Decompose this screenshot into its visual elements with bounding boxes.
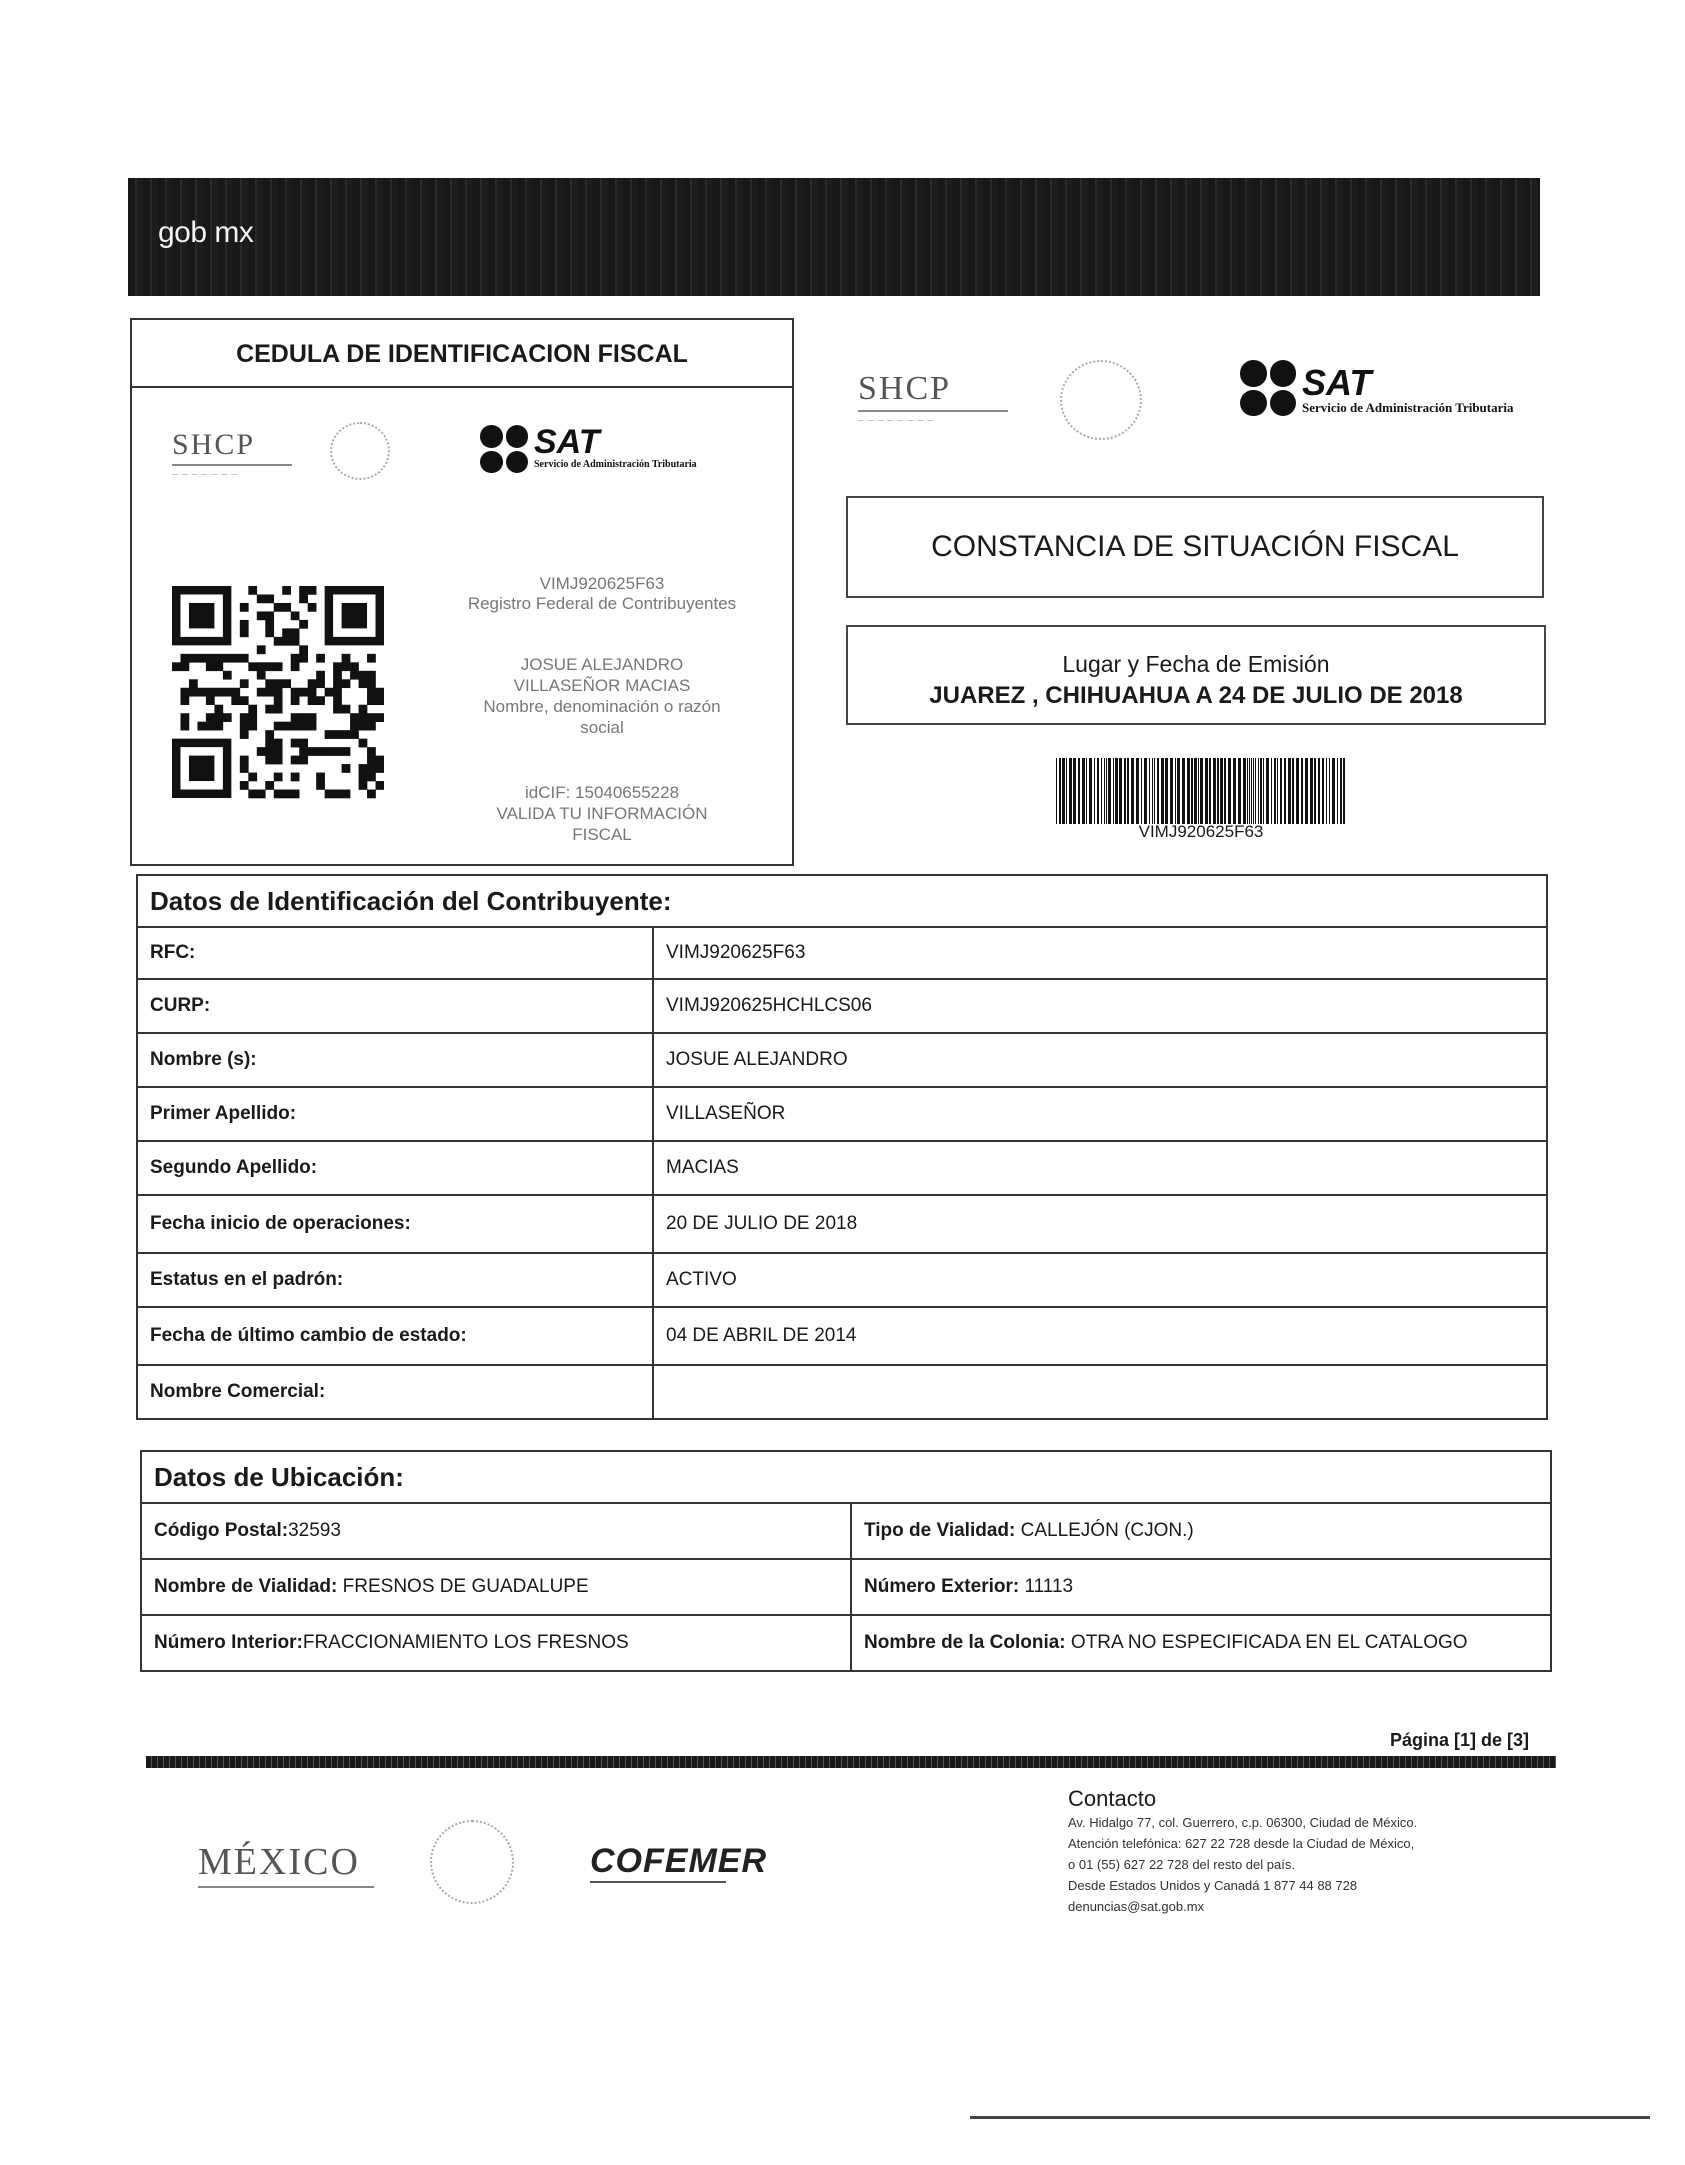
- idcif: idCIF: 15040655228: [524, 783, 680, 802]
- row-label: Fecha inicio de operaciones:: [137, 1195, 653, 1253]
- table-row: [137, 1307, 1547, 1365]
- footer-divider: [146, 1756, 1556, 1768]
- cedula-name-block: JOSUE ALEJANDRO VILLASEÑOR MACIAS Nombre, denominación o razón social: [483, 655, 721, 737]
- cedula-box: [130, 318, 794, 866]
- seal-icon: [330, 422, 390, 480]
- email-link[interactable]: denuncias@sat.gob.mx: [1068, 1899, 1205, 1914]
- ubicacion-table: [140, 1450, 1552, 1672]
- right-seal-icon: [1060, 360, 1142, 440]
- header-bar: [128, 178, 1540, 296]
- contacto-title: Contacto: [1068, 1786, 1157, 1811]
- row-label: Estatus en el padrón:: [137, 1253, 653, 1307]
- table-row: [137, 1195, 1547, 1253]
- ubicacion-title: Datos de Ubicación:: [141, 1451, 1551, 1503]
- barcode-text: VIMJ920625F63: [1138, 822, 1264, 841]
- row-value: [653, 1365, 1547, 1419]
- bottom-divider: [970, 2116, 1650, 2119]
- table-row: [137, 1087, 1547, 1141]
- row-value: 04 DE ABRIL DE 2014: [653, 1307, 1547, 1365]
- identificacion-table: [136, 874, 1548, 1420]
- shcp-logo: SHCP ─ ─ ─ ─ ─ ─ ─: [172, 428, 292, 479]
- page-indicator: Página [1] de [3]: [1390, 1730, 1530, 1750]
- row-value: VIMJ920625F63: [653, 927, 1547, 979]
- row-value: JOSUE ALEJANDRO: [653, 1033, 1547, 1087]
- colonia-cell: Nombre de la Colonia: OTRA NO ESPECIFICADA EN EL CATALOGO: [851, 1615, 1551, 1671]
- cofemer-logo: COFEMER: [590, 1842, 767, 1883]
- right-sat-logo: SAT Servicio de Administración Tributaria: [1240, 360, 1514, 416]
- nombre-vialidad-cell: Nombre de Vialidad: FRESNOS DE GUADALUPE: [141, 1559, 851, 1615]
- lugar-fecha-box: [846, 625, 1546, 725]
- row-label: RFC:: [137, 927, 653, 979]
- row-label: Nombre (s):: [137, 1033, 653, 1087]
- cedula-idcif-block: idCIF: 15040655228 VALIDA TU INFORMACIÓN FISCAL: [432, 782, 772, 845]
- table-row: [137, 979, 1547, 1033]
- row-label: Nombre Comercial:: [137, 1365, 653, 1419]
- table-row: [137, 1033, 1547, 1087]
- table-row: [137, 927, 1547, 979]
- row-label: Primer Apellido:: [137, 1087, 653, 1141]
- constancia-title: CONSTANCIA DE SITUACIÓN FISCAL: [846, 496, 1544, 598]
- row-label: Segundo Apellido:: [137, 1141, 653, 1195]
- mexico-logo: MÉXICO: [198, 1840, 374, 1888]
- footer-seal-icon: [430, 1820, 514, 1904]
- lugar-value: JUAREZ , CHIHUAHUA A 24 DE JULIO DE 2018: [929, 682, 1463, 709]
- row-value: VIMJ920625HCHLCS06: [653, 979, 1547, 1033]
- identificacion-title: Datos de Identificación del Contribuyente:: [137, 875, 1547, 927]
- codigo-postal-cell: Código Postal:32593: [141, 1503, 851, 1559]
- tipo-vialidad-cell: Tipo de Vialidad: CALLEJÓN (CJON.): [851, 1503, 1551, 1559]
- gobmx-logo: gob mx: [158, 216, 254, 249]
- numero-exterior-cell: Número Exterior: 11113: [851, 1559, 1551, 1615]
- valida-link[interactable]: VALIDA TU INFORMACIÓN: [496, 804, 708, 823]
- lugar-label: Lugar y Fecha de Emisión: [1062, 651, 1330, 677]
- row-label: CURP:: [137, 979, 653, 1033]
- row-value: VILLASEÑOR: [653, 1087, 1547, 1141]
- barcode: [1054, 758, 1348, 824]
- sat-logo: SAT Servicio de Administración Tributaria: [480, 425, 697, 473]
- cedula-rfc-caption: Registro Federal de Contribuyentes: [467, 594, 737, 613]
- right-shcp-logo: SHCP ─ ─ ─ ─ ─ ─ ─ ─: [858, 370, 1008, 425]
- cedula-title: CEDULA DE IDENTIFICACION FISCAL: [132, 320, 792, 388]
- right-sat-dots-icon: [1240, 360, 1296, 416]
- sat-dots-icon: [480, 425, 528, 473]
- row-value: 20 DE JULIO DE 2018: [653, 1195, 1547, 1253]
- row-value: ACTIVO: [653, 1253, 1547, 1307]
- table-row: [137, 1365, 1547, 1419]
- identificacion-rows: [137, 927, 1547, 1419]
- cedula-rfc: VIMJ920625F63: [539, 574, 665, 593]
- qr-code[interactable]: [172, 586, 384, 800]
- row-value: MACIAS: [653, 1141, 1547, 1195]
- numero-interior-cell: Número Interior:FRACCIONAMIENTO LOS FRESNOS: [141, 1615, 851, 1671]
- row-label: Fecha de último cambio de estado:: [137, 1307, 653, 1365]
- cedula-rfc-block: [432, 574, 772, 614]
- table-row: [137, 1253, 1547, 1307]
- contacto-block: Contacto Av. Hidalgo 77, col. Guerrero, c.p. 06300, Ciudad de México. Atención telefónica: 627 22 728 desde la Ciudad de México, o 01 (55) 627 22 728 del resto del país. Desde Estados Unidos y Canadá 1 877 44 88 728 denuncias@sat.gob.mx: [1068, 1786, 1417, 1917]
- table-row: [137, 1141, 1547, 1195]
